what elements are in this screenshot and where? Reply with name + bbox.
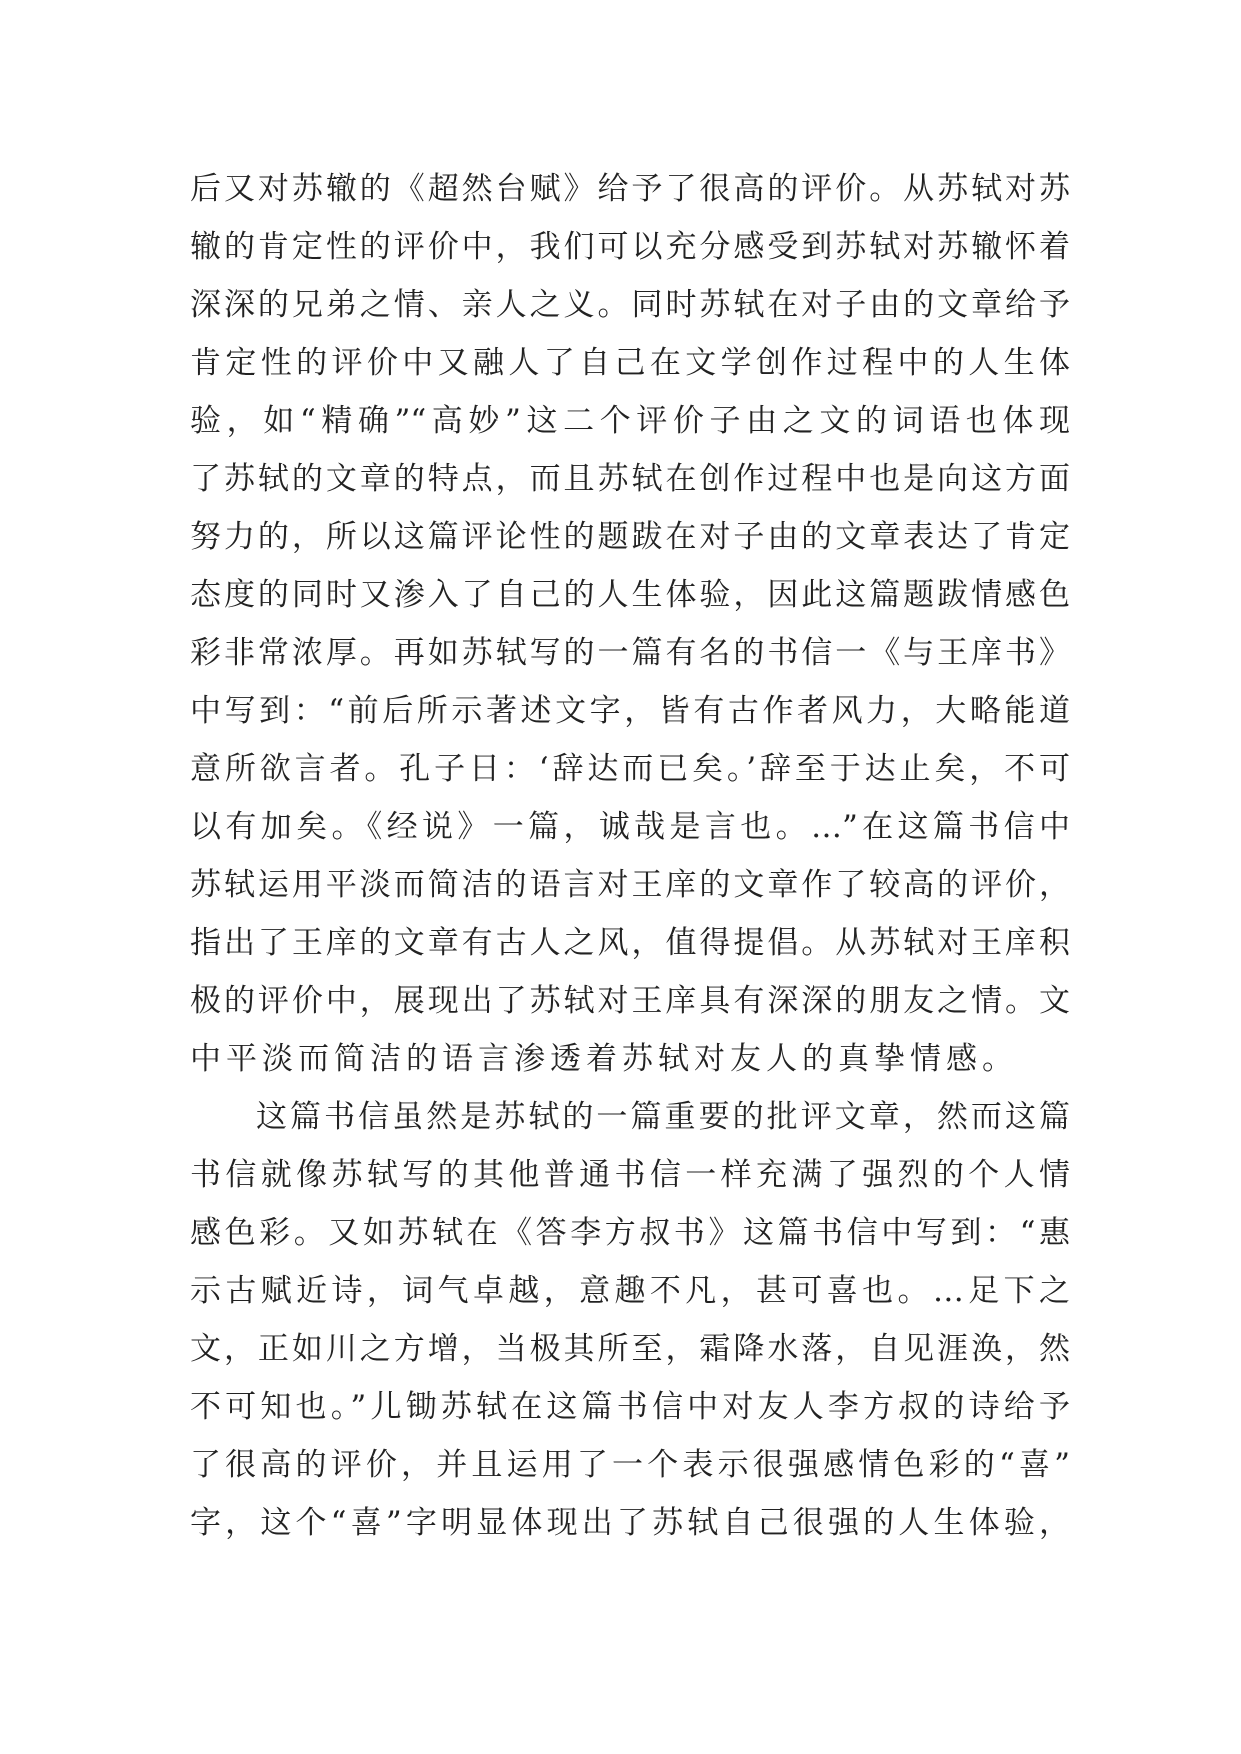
text-line-3: 深深的兄弟之情、亲人之义。同时苏轼在对子由的文章给予	[190, 287, 1070, 323]
text-line-24: 字，这个“喜”字明显体现出了苏轼自己很强的人生体验，	[190, 1505, 1070, 1541]
text-line-14: 指出了王庠的文章有古人之风，值得提倡。从苏轼对王庠积	[190, 925, 1070, 961]
text-line-10: 中写到：“前后所示著述文字，皆有古作者风力，大略能道	[190, 693, 1070, 729]
text-line-12: 以有加矣。《经说》一篇，诚哉是言也。…”在这篇书信中	[190, 809, 1070, 845]
text-line-2: 辙的肯定性的评价中，我们可以充分感受到苏轼对苏辙怀着	[190, 229, 1070, 265]
text-line-22: 不可知也。”儿锄苏轼在这篇书信中对友人李方叔的诗给予	[190, 1389, 1070, 1425]
text-line-16: 中平淡而简洁的语言渗透着苏轼对友人的真挚情感。	[190, 1041, 1018, 1077]
text-line-8: 态度的同时又渗入了自己的人生体验，因此这篇题跋情感色	[190, 577, 1070, 613]
text-line-13: 苏轼运用平淡而简洁的语言对王庠的文章作了较高的评价，	[190, 867, 1070, 903]
text-line-18: 书信就像苏轼写的其他普通书信一样充满了强烈的个人情	[190, 1157, 1070, 1193]
text-line-6: 了苏轼的文章的特点，而且苏轼在创作过程中也是向这方面	[190, 461, 1070, 497]
body-text	[190, 160, 1070, 1552]
text-line-9: 彩非常浓厚。再如苏轼写的一篇有名的书信一《与王庠书》	[190, 635, 1070, 671]
text-line-7: 努力的，所以这篇评论性的题跋在对子由的文章表达了肯定	[190, 519, 1070, 555]
text-line-5: 验，如“精确”“高妙”这二个评价子由之文的词语也体现	[190, 403, 1070, 439]
text-line-15: 极的评价中，展现出了苏轼对王庠具有深深的朋友之情。文	[190, 983, 1070, 1019]
text-line-23: 了很高的评价，并且运用了一个表示很强感情色彩的“喜”	[190, 1447, 1070, 1483]
text-line-1: 后又对苏辙的《超然台赋》给予了很高的评价。从苏轼对苏	[190, 171, 1070, 207]
text-line-21: 文，正如川之方增，当极其所至，霜降水落，自见涯涣，然	[190, 1331, 1070, 1367]
text-line-4: 肯定性的评价中又融人了自己在文学创作过程中的人生体	[190, 345, 1070, 381]
text-line-17: 这篇书信虽然是苏轼的一篇重要的批评文章，然而这篇	[256, 1099, 1070, 1135]
text-line-11: 意所欲言者。孔子日：‘辞达而已矣。’辞至于达止矣，不可	[190, 751, 1070, 787]
text-line-19: 感色彩。又如苏轼在《答李方叔书》这篇书信中写到：“惠	[190, 1215, 1070, 1251]
text-line-20: 示古赋近诗，词气卓越，意趣不凡，甚可喜也。…足下之	[190, 1273, 1070, 1309]
